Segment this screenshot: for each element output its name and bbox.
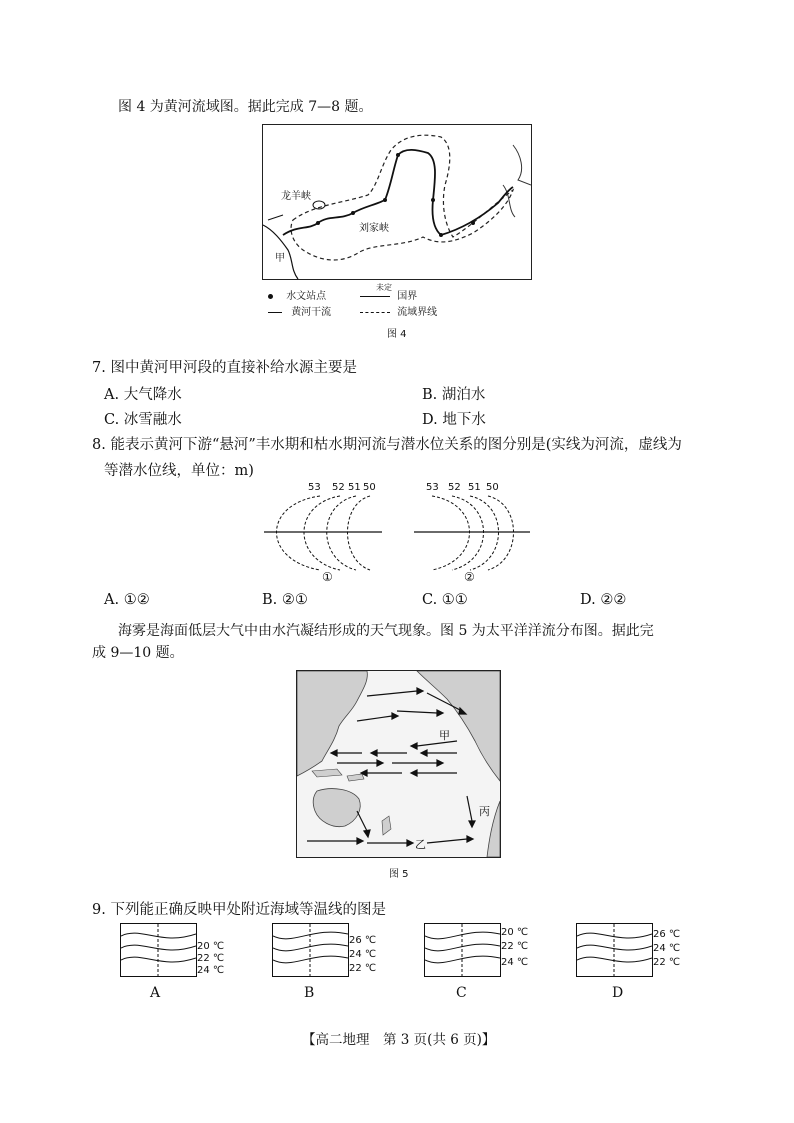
intro-text-9-10-line1: 海雾是海面低层大气中由水汽凝结形成的天气现象。图 5 为太平洋洋流分布图。据此完 — [118, 623, 654, 639]
legend-border-note: 未定 — [376, 283, 392, 292]
legend-border-label: 国界 — [397, 291, 418, 302]
q8-diagram-2 — [412, 482, 532, 588]
c-temp-1: 20 ℃ — [501, 927, 529, 938]
q7-option-d: D. 地下水 — [422, 412, 486, 428]
d1-label-50: 50 — [363, 482, 376, 493]
d-temp-1: 26 ℃ — [653, 929, 681, 940]
c-temp-2: 22 ℃ — [501, 941, 529, 952]
legend-station-label: 水文站点 — [286, 291, 327, 302]
q7-option-c: C. 冰雪融水 — [104, 412, 182, 428]
fig4-legend — [268, 287, 326, 302]
b-letter: B — [304, 985, 315, 1001]
label-yi: 乙 — [415, 838, 426, 851]
q8-option-c: C. ①① — [422, 592, 468, 608]
d-temp-2: 24 ℃ — [653, 943, 681, 954]
intro-text-9-10-line2: 成 9—10 题。 — [92, 645, 184, 661]
a-temp-2: 22 ℃ — [197, 953, 225, 964]
c-temp-3: 24 ℃ — [501, 957, 529, 968]
legend-river — [268, 303, 331, 318]
b-temp-3: 22 ℃ — [349, 963, 377, 974]
fig4-caption: 图 4 — [387, 329, 407, 340]
q8-diagram-1 — [262, 482, 384, 588]
legend-basin — [360, 303, 437, 318]
legend-border-line — [360, 296, 390, 297]
b-temp-1: 26 ℃ — [349, 935, 377, 946]
q9-diagram-a — [120, 923, 240, 1003]
a-letter: A — [150, 985, 161, 1001]
label-jia-fig4: 甲 — [275, 253, 285, 264]
d2-label-53: 53 — [426, 482, 439, 493]
legend-basin-label: 流域界线 — [397, 307, 438, 318]
d1-label-52: 52 — [332, 482, 345, 493]
q8-stem-line1: 8. 能表示黄河下游“悬河”丰水期和枯水期河流与潜水位关系的图分别是(实线为河流，虚线为 — [92, 437, 682, 453]
legend-basin-line — [360, 312, 390, 313]
d2-label-50: 50 — [486, 482, 499, 493]
label-liujiaxia: 刘家峡 — [359, 223, 389, 234]
legend-river-label: 黄河干流 — [291, 307, 332, 318]
a-temp-1: 20 ℃ — [197, 941, 225, 952]
fig5-caption: 图 5 — [389, 869, 409, 880]
d2-marker: ② — [464, 570, 475, 584]
d1-label-51: 51 — [348, 482, 361, 493]
legend-river-line — [268, 312, 282, 313]
q8-option-b: B. ②① — [262, 592, 308, 608]
q8-option-d: D. ②② — [580, 592, 627, 608]
label-bing: 丙 — [479, 805, 490, 818]
legend-border — [360, 287, 417, 302]
b-temp-2: 24 ℃ — [349, 949, 377, 960]
q8-option-a: A. ①② — [104, 592, 150, 608]
d-letter: D — [612, 985, 624, 1001]
a-temp-3: 24 ℃ — [197, 965, 225, 976]
label-longyangxia: 龙羊峡 — [281, 191, 311, 202]
d-temp-3: 22 ℃ — [653, 957, 681, 968]
d2-label-52: 52 — [448, 482, 461, 493]
yellow-river-basin-map — [262, 124, 532, 280]
q9-diagram-b — [272, 923, 392, 1003]
d1-label-53: 53 — [308, 482, 321, 493]
intro-text-7-8: 图 4 为黄河流域图。据此完成 7—8 题。 — [118, 99, 373, 115]
label-jia-fig5: 甲 — [439, 729, 450, 742]
q8-stem-line2: 等潜水位线，单位：m) — [104, 463, 254, 479]
q7-stem: 7. 图中黄河甲河段的直接补给水源主要是 — [92, 360, 357, 376]
q9-diagram-d — [576, 923, 696, 1003]
d2-label-51: 51 — [468, 482, 481, 493]
q9-stem: 9. 下列能正确反映甲处附近海域等温线的图是 — [92, 902, 386, 918]
q9-diagram-c — [424, 923, 544, 1003]
legend-station-icon — [268, 294, 273, 299]
q7-option-a: A. 大气降水 — [104, 387, 182, 403]
q7-option-b: B. 湖泊水 — [422, 387, 486, 403]
pacific-currents-map — [296, 670, 501, 858]
c-letter: C — [456, 985, 467, 1001]
d1-marker: ① — [322, 570, 333, 584]
page-footer: 【高二地理 第 3 页(共 6 页)】 — [302, 1032, 496, 1048]
